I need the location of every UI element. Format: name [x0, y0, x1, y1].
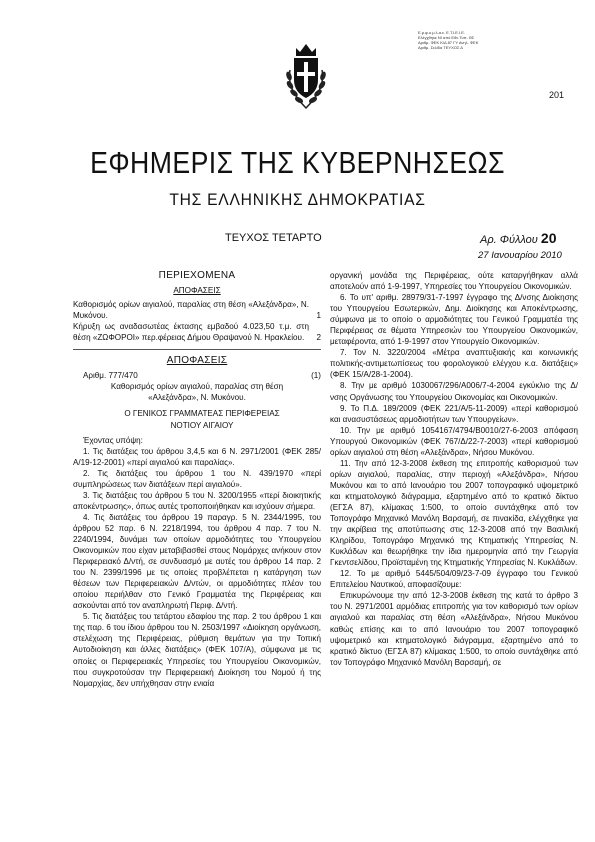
decisions-title: ΑΠΟΦΑΣΕΙΣ: [166, 355, 228, 367]
paragraph: 10. Την με αριθμό 1054167/4794/Β0010/27-6-2003 απόφαση Υπουργού Οικονομικών (ΦΕΚ 767/Δ/22-7-2003) «περί καθορισμού ορίων αιγιαλού στη θέση «Αλεξάνδρα», Νήσου Μυκόνου.: [330, 425, 578, 457]
paragraph: 9. Το Π.Δ. 189/2009 (ΦΕΚ 221/Α/5-11-2009) «περί καθορισμού και ανασυστάσεως αρμοδιοτήτων των Υπουργείων».: [330, 403, 578, 424]
paragraph: 3. Τις διατάξεις του άρθρου 5 του Ν. 3200/1955 «περί διοικητικής αποκέντρωσης», όπως αυτές τροποποιήθηκαν και ισχύουν σήμερα.: [73, 490, 321, 511]
decision-header: [73, 370, 321, 381]
masthead-subtitle: ΤΗΣ ΕΛΛΗΝΙΚΗΣ ΔΗΜΟΚΡΑΤΙΑΣ: [169, 190, 426, 209]
coat-of-arms-icon: [282, 40, 330, 112]
masthead-title: ΕΦΗΜΕΡΙΣ ΤΗΣ ΚΥΒΕΡΝΗΣΕΩΣ: [90, 145, 505, 180]
paragraph: οργανική μονάδα της Περιφέρειας, ούτε καταργήθηκαν αλλά αποτελούν από 1-9-1997, Υπηρεσίες του Υπουργείου Οικονομικών.: [330, 271, 578, 292]
considering-intro: Έχοντας υπόψη:: [83, 435, 143, 445]
left-column: [73, 270, 321, 689]
paragraph: Επικυρώνουμε την από 12-3-2008 έκθεση της κατά το άρθρο 3 του Ν. 2971/2001 αρμόδιας επιτροπής για τον καθορισμό των ορίων αιγιαλού και παραλίας στη θέση «Αλεξάνδρα», Νήσου Μυκόνου καθώς επίσης και το από Ιανουάριο του 2007 τοπογραφικό υψομετρικό και κτηματολογικό διάγραμμα, εξαρτημένο από το κρατικό δίκτυο (ΕΓΣΑ 87) κλίμακας 1:500, το οποίο συντάχθηκε από τον Τοπογράφο Μηχανικό Μανόλη Βαρσαμή, σε: [330, 591, 578, 667]
right-column: [330, 270, 578, 668]
paragraph: 7. Τον Ν. 3220/2004 «Μέτρα αναπτυξιακής και κοινωνικής πολιτικής-αντιμετωπίσεως του φορολογικού ελέγχου κ.α. διατάξεις» (ΦΕΚ 15/Α/28-1-2004).: [330, 348, 578, 380]
contents-entry[interactable]: [73, 299, 321, 321]
contents-entry-text: Κήρυξη ως αναδασωτέας έκτασης εμβαδού 4.023,50 τ.μ. στη θέση «ΖΩΦΟΡΟΙ» περ.φέρειας Δήμου Θραψανού Ν. Ηρακλείου.: [73, 322, 309, 343]
sheet-number-value: 20: [540, 230, 557, 246]
contents-heading: ΠΕΡΙΕΧΟΜΕΝΑ: [158, 270, 236, 281]
paragraph: 6. Το υπ' αριθμ. 28979/31-7-1997 έγγραφο της Δ/νσης Διοίκησης του Υπουργείου Εσωτερικών, Δημ. Διοίκησης και Αποκέντρωσης, σύμφωνα με το οποίο ο αρμοδιότητες του Γενικού Γραμματέα της Περιφέρειας σε θέματα Υπηρεσιών του Υπουργείου Οικονομικών, μεταφέροντα, από 1-9-1997 στον Υπουργείο Οικονομικών.: [330, 293, 578, 347]
contents-entry-page: 1: [316, 311, 321, 321]
contents-entry-text: Καθορισμός ορίων αιγιαλού, παραλίας στη θέση «Αλεξάνδρα», Ν. Μυκόνου.: [73, 300, 309, 321]
decision-sequence: (1): [311, 371, 321, 381]
contents-entry-page: 2: [316, 333, 321, 343]
contents-entry[interactable]: [73, 321, 321, 343]
issue-label: ΤΕΥΧΟΣ ΤΕΤΑΡΤΟ: [225, 232, 322, 244]
decision-number: Αριθμ. 777/470: [83, 371, 138, 381]
paragraph: 1. Τις διατάξεις του άρθρου 3,4,5 και 6 Ν. 2971/2001 (ΦΕΚ 285/Α/19-12-2001) «περί αιγιαλού και παραλίας».: [73, 446, 321, 467]
paragraph: 8. Την με αριθμό 1030067/296/Α006/7-4-2004 εγκύκλιο της Δ/νσης Οργάνωσης του Υπουργείου Οικονομίας και Οικονομικών.: [330, 381, 578, 402]
sheet-number: [480, 230, 556, 246]
issue-line: [0, 232, 595, 252]
paragraph: 12. Το με αριθμό 5445/504/09/23-7-09 έγγραφο του Γενικού Επιτελείου Ναυτικού, αποφασίζουμε:: [330, 569, 578, 590]
publication-date: 27 Ιανουαρίου 2010: [478, 250, 562, 261]
authority-line: ΝΟΤΙΟΥ ΑΙΓΑΙΟΥ: [170, 420, 234, 430]
page-number: 201: [549, 90, 565, 100]
paragraph: 5. Τις διατάξεις του τετάρτου εδαφίου της παρ. 2 του άρθρου 1 και της παρ. 6 του ίδιου άρθρου του Ν. 2503/1997 «Διοίκηση οργάνωση, στελέχωση της Περιφέρειας, ρύθμιση θεμάτων για την Τοπική Αυτοδιοίκηση και άλλες διατάξεις» (ΦΕΚ 107/Α), σύμφωνα με τις οποίες οι Περιφερειακές Υπηρεσίες του Υπουργείου Οικονομικών, που συγκροτούσαν την Περιφερειακή Διοίκηση του Νομού ή της Νομαρχίας, δεν υπήχθησαν στην ενιαία: [73, 612, 321, 688]
authority-line: Ο ΓΕΝΙΚΟΣ ΓΡΑΜΜΑΤΕΑΣ ΠΕΡΙΦΕΡΕΙΑΣ: [124, 409, 280, 419]
contents-subheading: ΑΠΟΦΑΣΕΙΣ: [173, 286, 221, 296]
paragraph: 4. Τις διατάξεις του άρθρου 19 παραγρ. 5 Ν. 2344/1995, του άρθρου 52 παρ. 6 Ν. 2218/1994, του άρθρου 4 παρ. 7 του Ν. 2240/1994, δυνάμει των οποίων αρμοδιότητες του Υπουργείου Οικονομικών που είχαν μεταβιβασθεί στους Νομάρχες ανήκουν στον Περιφερειακό Δ/ντή, σε συνδυασμό με αυτές του άρθρου 14 παρ. 2 του Ν. 2399/1996 με τις οποίες προβλέπεται η κατάργηση των θέσεων των Περιφερειακών Δ/ντών, οι αρμοδιότητες πλέον του οποίου περιήλθαν στο Γενικό Γραμματέα της Περιφέρειας και ασκούνται από τον αναπληρωτή Περιφ. Δ/ντή.: [73, 512, 321, 611]
paragraph: 2. Τις διατάξεις του άρθρου 1 του Ν. 439/1970 «περί συμπληρώσεως των διατάξεων περί αιγιαλού».: [73, 468, 321, 489]
publication-stamp: Ε.ρ.φ.ο.μ.λ.α.ε. Ε.Τ.Ι.Ε.Ι.Ε. Ελέγχθηκε ΝΙ από Εθν.Τυπ. ΘΣ Αριθμ. ΦΕΚ Κ/Δ 87 ΓΥ Ανηλ. ΦΕΚ Αριθμ. Σελίδα ΤΕΥΧΟΣ Δ: [418, 30, 479, 50]
decision-subject: Καθορισμός ορίων αιγιαλού, παραλίας στη θέση «Αλεξάνδρα», Ν. Μυκόνου.: [110, 382, 284, 403]
sheet-prefix: Αρ. Φύλλου: [480, 234, 538, 246]
divider: [73, 349, 321, 350]
paragraph: 11. Την από 12-3-2008 έκθεση της επιτροπής καθορισμού των ορίων αιγιαλού, παραλίας, στην περιοχή «Αλεξάνδρα», Νήσου Μυκόνου και το από Ιανουάριο του 2007 τοπογραφικό υψομετρικό και κτηματολογικό διάγραμμα, εξαρτημένο από το κρατικό δίκτυο (ΕΓΣΑ 87), κλίμακας 1:500, το οποίο συντάχθηκε από τον Τοπογράφο Μηχανικό Μανόλη Βαρσαμή, σε πινακίδα, ελέγχθηκε για την ακρίβεια της αποτύπωσης στις 12-3-2008 από την Βασιλική Κληρίδου, Τοπογράφο Μηχανικό της Κτηματικής Υπηρεσίας Ν. Κυκλάδων και θεωρήθηκε την ίδια ημερομηνία από την Γεωργία Γκεντσελίδου, Προϊσταμένη της Κτηματικής Υπηρεσίας Ν. Κυκλάδων.: [330, 458, 578, 568]
